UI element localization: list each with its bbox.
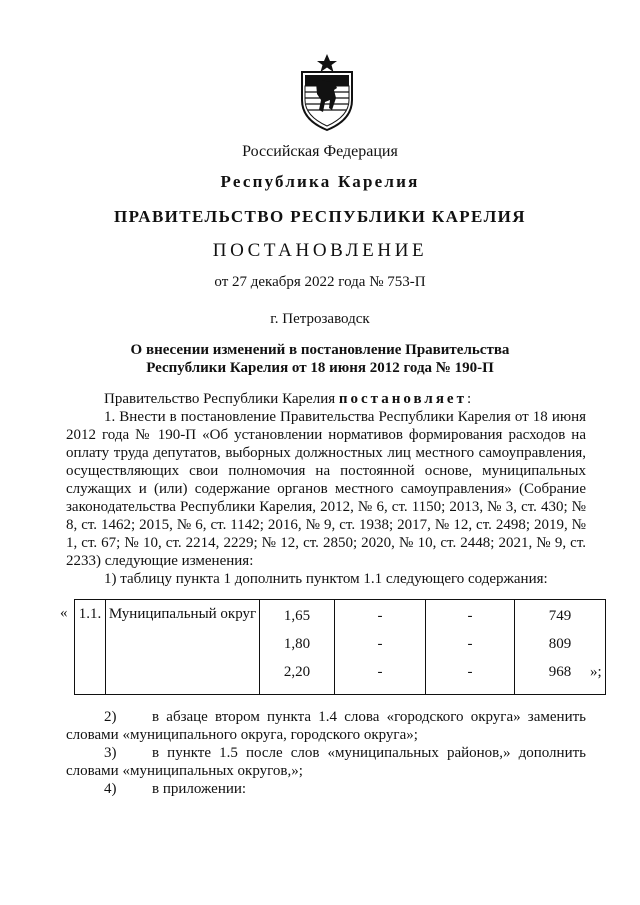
republic-title: Республика Карелия — [220, 172, 420, 191]
list-item — [66, 780, 586, 798]
row-name-cell: Муниципальный округ — [106, 600, 260, 695]
row-number-cell: 1.1. — [75, 600, 106, 695]
table-cell: 2,20 — [283, 664, 311, 680]
document-date-number: от 27 декабря 2022 года № 753-П — [214, 274, 426, 290]
table-cell: - — [467, 636, 473, 652]
resolution-intro — [66, 390, 586, 408]
list-item — [66, 744, 586, 780]
value-col-3 — [426, 600, 515, 695]
document-type: ПОСТАНОВЛЕНИЕ — [212, 240, 428, 261]
item-number: 3) — [104, 745, 117, 761]
item-number: 2) — [104, 709, 117, 725]
table-cell: 809 — [548, 636, 572, 652]
table-quote-close: »; — [590, 664, 602, 680]
table-cell: 749 — [548, 608, 572, 624]
table-cell: - — [377, 608, 383, 624]
table-cell: - — [467, 608, 473, 624]
government-title: ПРАВИТЕЛЬСТВО РЕСПУБЛИКИ КАРЕЛИЯ — [114, 207, 526, 226]
table-cell: 1,80 — [283, 636, 311, 652]
intro-suffix: : — [466, 391, 472, 407]
paragraph-1-sub: 1) таблицу пункта 1 дополнить пунктом 1.1 следующего содержания: — [104, 571, 548, 587]
subject-line-2: Республики Карелия от 18 июня 2012 года № 190-П — [146, 360, 494, 376]
federation-title: Российская Федерация — [242, 143, 398, 160]
item-text: в пункте 1.5 после слов «муниципальных районов,» дополнить словами «муниципальных округов,»; — [66, 745, 586, 779]
karelia-coat-of-arms-icon — [296, 52, 358, 132]
item-number: 4) — [104, 781, 117, 797]
table-cell: 968 — [548, 664, 572, 680]
table-cell: - — [467, 664, 473, 680]
item-text: в абзаце втором пункта 1.4 слова «городского округа» заменить словами «муниципального округа, городского округа»; — [66, 709, 586, 743]
table-cell: 1,65 — [283, 608, 311, 624]
table-quote-open: « — [60, 605, 68, 621]
intro-verb: постановляет — [338, 391, 467, 407]
table-cell: - — [377, 636, 383, 652]
item-text: в приложении: — [152, 781, 247, 797]
subject-line-1: О внесении изменений в постановление Правительства — [130, 342, 510, 358]
list-item — [66, 708, 586, 744]
document-city: г. Петрозаводск — [270, 311, 370, 327]
document-subject — [0, 341, 640, 377]
table-cell: - — [377, 664, 383, 680]
intro-prefix: Правительство Республики Карелия — [104, 391, 339, 407]
table-row — [75, 600, 606, 695]
paragraph-1: 1. Внести в постановление Правительства Республики Карелия от 18 июня 2012 года № 190-П «Об установлении нормативов формирования расходов на оплату труда депутатов, выборных должностных лиц местного самоуправления, осуществляющих свои полномочия на постоянной основе, муниципальных служащих и (или) содержание органов местного самоуправления» (Собрание законодательства Республики Карелия, 2012, № 6, ст. 1150; 2013, № 3, ст. 430; № 8, ст. 1462; 2015, № 6, ст. 1142; 2016, № 9, ст. 1938; 2017, № 12, ст. 2498; 2019, № 1, ст. 67; № 10, ст. 2214, 2229; № 12, ст. 2850; 2020, № 10, ст. 2448; 2021, № 9, ст. 2233) следующие изменения: — [66, 409, 586, 569]
value-col-2 — [335, 600, 426, 695]
value-col-1 — [260, 600, 335, 695]
norms-table — [74, 599, 606, 695]
